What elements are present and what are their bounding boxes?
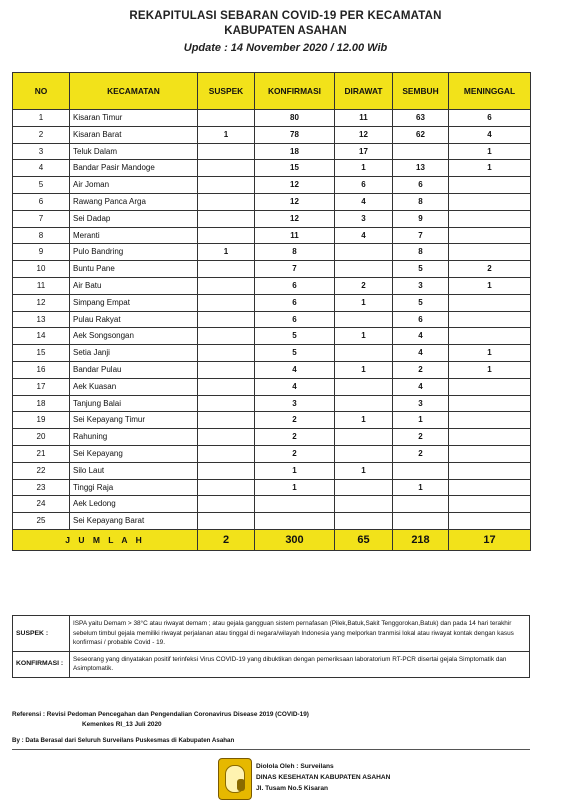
row-dirawat <box>335 244 393 261</box>
row-kecamatan: Buntu Pane <box>70 261 198 278</box>
column-header-no: NO <box>13 73 70 110</box>
row-kecamatan: Sei Dadap <box>70 210 198 227</box>
row-konfirmasi: 12 <box>255 210 335 227</box>
row-dirawat: 4 <box>335 227 393 244</box>
row-konfirmasi: 5 <box>255 345 335 362</box>
row-konfirmasi: 7 <box>255 261 335 278</box>
row-sembuh: 62 <box>393 126 449 143</box>
row-dirawat: 1 <box>335 294 393 311</box>
update-timestamp: Update : 14 November 2020 / 12.00 Wib <box>183 42 388 54</box>
table-row <box>13 177 531 194</box>
total-suspek: 2 <box>198 529 255 550</box>
row-sembuh: 5 <box>393 261 449 278</box>
row-suspek <box>198 378 255 395</box>
column-header-konfirmasi: KONFIRMASI <box>255 73 335 110</box>
row-suspek <box>198 395 255 412</box>
row-suspek <box>198 177 255 194</box>
row-dirawat: 1 <box>335 328 393 345</box>
row-sembuh: 4 <box>393 378 449 395</box>
row-konfirmasi: 2 <box>255 412 335 429</box>
row-meninggal <box>449 294 531 311</box>
row-no: 15 <box>13 345 70 362</box>
row-meninggal <box>449 210 531 227</box>
row-suspek <box>198 160 255 177</box>
row-suspek <box>198 143 255 160</box>
suspek-label: SUSPEK : <box>13 616 70 652</box>
row-suspek: 1 <box>198 244 255 261</box>
table-row <box>13 244 531 261</box>
row-suspek <box>198 311 255 328</box>
reference-line: Referensi : Revisi Pedoman Pencegahan dan Pengendalian Coronavirus Disease 2019 (COVID-19) <box>12 711 309 718</box>
row-konfirmasi: 78 <box>255 126 335 143</box>
row-suspek <box>198 513 255 530</box>
row-no: 22 <box>13 462 70 479</box>
row-dirawat: 1 <box>335 412 393 429</box>
row-meninggal <box>449 193 531 210</box>
row-konfirmasi <box>255 496 335 513</box>
row-no: 20 <box>13 429 70 446</box>
suspek-definition: ISPA yaitu Demam > 38°C atau riwayat demam ; atau gejala gangguan sistem pernafasan (Pilek,Batuk,Sakit Tenggorokan,Batuk) dan pada 14 hari terakhir sebelum timbul gejala memiliki riwayat perjalanan atau tinggal di negara/wilayah Indonesia yang melporkan tranmisi lokal atau riwayat kontak dengan kasus konfirmasi / probable Covid - 19. <box>70 616 530 652</box>
row-sembuh: 2 <box>393 445 449 462</box>
row-dirawat: 3 <box>335 210 393 227</box>
column-header-kecamatan: KECAMATAN <box>70 73 198 110</box>
row-dirawat: 2 <box>335 277 393 294</box>
row-sembuh: 6 <box>393 311 449 328</box>
row-no: 2 <box>13 126 70 143</box>
table-row <box>13 513 531 530</box>
row-no: 17 <box>13 378 70 395</box>
table-row <box>13 345 531 362</box>
row-kecamatan: Teluk Dalam <box>70 143 198 160</box>
row-kecamatan: Bandar Pulau <box>70 361 198 378</box>
row-suspek <box>198 429 255 446</box>
row-suspek <box>198 462 255 479</box>
table-row <box>13 210 531 227</box>
row-meninggal <box>449 378 531 395</box>
total-row <box>13 529 531 550</box>
row-kecamatan: Kisaran Barat <box>70 126 198 143</box>
row-meninggal: 1 <box>449 345 531 362</box>
row-sembuh: 4 <box>393 345 449 362</box>
row-meninggal <box>449 479 531 496</box>
row-konfirmasi: 4 <box>255 361 335 378</box>
table-row <box>13 429 531 446</box>
suspek-definition-row <box>13 616 530 652</box>
row-no: 4 <box>13 160 70 177</box>
row-dirawat <box>335 513 393 530</box>
row-konfirmasi: 4 <box>255 378 335 395</box>
row-no: 21 <box>13 445 70 462</box>
row-konfirmasi: 6 <box>255 311 335 328</box>
row-dirawat <box>335 311 393 328</box>
row-kecamatan: Sei Kepayang <box>70 445 198 462</box>
konfirmasi-label: KONFIRMASI : <box>13 651 70 677</box>
table-row <box>13 412 531 429</box>
row-sembuh: 8 <box>393 244 449 261</box>
row-kecamatan: Sei Kepayang Timur <box>70 412 198 429</box>
table-row <box>13 160 531 177</box>
row-kecamatan: Kisaran Timur <box>70 110 198 127</box>
row-suspek <box>198 277 255 294</box>
row-konfirmasi: 18 <box>255 143 335 160</box>
row-konfirmasi: 12 <box>255 193 335 210</box>
row-suspek <box>198 227 255 244</box>
row-meninggal <box>449 328 531 345</box>
covid-recap-table <box>12 72 531 551</box>
row-meninggal <box>449 311 531 328</box>
row-kecamatan: Silo Laut <box>70 462 198 479</box>
row-dirawat <box>335 261 393 278</box>
table-row <box>13 311 531 328</box>
row-sembuh: 1 <box>393 412 449 429</box>
row-suspek <box>198 210 255 227</box>
row-suspek <box>198 328 255 345</box>
row-konfirmasi: 11 <box>255 227 335 244</box>
row-konfirmasi: 1 <box>255 479 335 496</box>
row-no: 24 <box>13 496 70 513</box>
row-kecamatan: Tanjung Balai <box>70 395 198 412</box>
table-row <box>13 479 531 496</box>
row-dirawat <box>335 479 393 496</box>
table-row <box>13 378 531 395</box>
row-no: 7 <box>13 210 70 227</box>
row-suspek <box>198 496 255 513</box>
row-kecamatan: Meranti <box>70 227 198 244</box>
row-no: 3 <box>13 143 70 160</box>
document-title: REKAPITULASI SEBARAN COVID-19 PER KECAMATAN <box>129 10 442 22</box>
row-no: 9 <box>13 244 70 261</box>
column-header-meninggal: MENINGGAL <box>449 73 531 110</box>
row-kecamatan: Bandar Pasir Mandoge <box>70 160 198 177</box>
row-sembuh: 5 <box>393 294 449 311</box>
row-no: 5 <box>13 177 70 194</box>
row-kecamatan: Sei Kepayang Barat <box>70 513 198 530</box>
total-label: J U M L A H <box>13 529 198 550</box>
row-suspek <box>198 110 255 127</box>
row-suspek <box>198 345 255 362</box>
row-konfirmasi: 6 <box>255 277 335 294</box>
row-kecamatan: Pulau Rakyat <box>70 311 198 328</box>
row-sembuh: 1 <box>393 479 449 496</box>
row-meninggal <box>449 227 531 244</box>
row-suspek <box>198 193 255 210</box>
row-konfirmasi: 2 <box>255 429 335 446</box>
row-no: 1 <box>13 110 70 127</box>
table-row <box>13 294 531 311</box>
asahan-emblem-icon <box>218 758 252 800</box>
row-konfirmasi: 6 <box>255 294 335 311</box>
row-meninggal: 1 <box>449 277 531 294</box>
row-suspek: 1 <box>198 126 255 143</box>
row-no: 12 <box>13 294 70 311</box>
row-kecamatan: Aek Songsongan <box>70 328 198 345</box>
row-no: 19 <box>13 412 70 429</box>
row-suspek <box>198 361 255 378</box>
total-meninggal: 17 <box>449 529 531 550</box>
row-no: 14 <box>13 328 70 345</box>
row-sembuh <box>393 513 449 530</box>
row-sembuh <box>393 143 449 160</box>
row-konfirmasi: 2 <box>255 445 335 462</box>
table-header-row <box>13 73 531 110</box>
row-sembuh: 2 <box>393 361 449 378</box>
row-konfirmasi: 8 <box>255 244 335 261</box>
row-sembuh: 13 <box>393 160 449 177</box>
row-dirawat: 11 <box>335 110 393 127</box>
row-no: 13 <box>13 311 70 328</box>
row-konfirmasi: 5 <box>255 328 335 345</box>
row-suspek <box>198 445 255 462</box>
row-suspek <box>198 261 255 278</box>
row-konfirmasi: 3 <box>255 395 335 412</box>
row-kecamatan: Air Batu <box>70 277 198 294</box>
row-dirawat <box>335 345 393 362</box>
row-meninggal <box>449 429 531 446</box>
total-konfirmasi: 300 <box>255 529 335 550</box>
table-row <box>13 227 531 244</box>
row-dirawat <box>335 395 393 412</box>
row-kecamatan: Rawang Panca Arga <box>70 193 198 210</box>
row-meninggal: 4 <box>449 126 531 143</box>
row-no: 25 <box>13 513 70 530</box>
table-row <box>13 110 531 127</box>
konfirmasi-definition-row <box>13 651 530 677</box>
table-row <box>13 361 531 378</box>
row-konfirmasi: 15 <box>255 160 335 177</box>
row-kecamatan: Rahuning <box>70 429 198 446</box>
row-dirawat: 1 <box>335 462 393 479</box>
row-sembuh: 4 <box>393 328 449 345</box>
row-dirawat <box>335 378 393 395</box>
row-meninggal: 6 <box>449 110 531 127</box>
row-konfirmasi: 80 <box>255 110 335 127</box>
konfirmasi-definition: Seseorang yang dinyatakan positif terinfeksi Virus COVID-19 yang dibuktikan dengan pemeriksaan laboratorium RT-PCR disertai gejala Simptomatik dan Asimptomatik. <box>70 651 530 677</box>
row-meninggal <box>449 395 531 412</box>
row-meninggal: 1 <box>449 361 531 378</box>
data-source-note: By : Data Berasal dari Seluruh Surveilans Puskesmas di Kabupaten Asahan <box>12 737 235 744</box>
row-dirawat: 4 <box>335 193 393 210</box>
row-no: 6 <box>13 193 70 210</box>
row-dirawat <box>335 496 393 513</box>
table-row <box>13 395 531 412</box>
row-dirawat <box>335 445 393 462</box>
row-dirawat: 17 <box>335 143 393 160</box>
row-suspek <box>198 412 255 429</box>
row-meninggal <box>449 412 531 429</box>
table-row <box>13 193 531 210</box>
footer-agency: DINAS KESEHATAN KABUPATEN ASAHAN <box>256 774 391 781</box>
row-dirawat: 1 <box>335 160 393 177</box>
row-sembuh: 3 <box>393 277 449 294</box>
row-konfirmasi: 1 <box>255 462 335 479</box>
row-suspek <box>198 479 255 496</box>
row-dirawat <box>335 429 393 446</box>
footer-processed-by: Diolola Oleh : Surveilans <box>256 763 334 770</box>
row-sembuh: 2 <box>393 429 449 446</box>
row-dirawat: 6 <box>335 177 393 194</box>
row-kecamatan: Tinggi Raja <box>70 479 198 496</box>
row-sembuh: 8 <box>393 193 449 210</box>
row-no: 18 <box>13 395 70 412</box>
row-dirawat: 1 <box>335 361 393 378</box>
table-row <box>13 277 531 294</box>
table-row <box>13 328 531 345</box>
definitions-table <box>12 615 530 678</box>
row-meninggal <box>449 462 531 479</box>
row-no: 11 <box>13 277 70 294</box>
row-sembuh: 63 <box>393 110 449 127</box>
row-meninggal <box>449 496 531 513</box>
row-no: 23 <box>13 479 70 496</box>
table-row <box>13 261 531 278</box>
footer <box>218 758 518 804</box>
row-meninggal: 2 <box>449 261 531 278</box>
row-no: 8 <box>13 227 70 244</box>
divider <box>12 749 530 750</box>
row-kecamatan: Aek Ledong <box>70 496 198 513</box>
table-row <box>13 445 531 462</box>
table-row <box>13 143 531 160</box>
row-sembuh: 6 <box>393 177 449 194</box>
footer-text <box>256 761 390 794</box>
table-row <box>13 126 531 143</box>
row-meninggal: 1 <box>449 160 531 177</box>
total-sembuh: 218 <box>393 529 449 550</box>
column-header-suspek: SUSPEK <box>198 73 255 110</box>
row-sembuh: 3 <box>393 395 449 412</box>
footer-address: Jl. Tusam No.5 Kisaran <box>256 785 329 792</box>
table-row <box>13 462 531 479</box>
reference-block <box>12 710 309 729</box>
row-kecamatan: Aek Kuasan <box>70 378 198 395</box>
row-dirawat: 12 <box>335 126 393 143</box>
row-no: 10 <box>13 261 70 278</box>
row-kecamatan: Pulo Bandring <box>70 244 198 261</box>
column-header-sembuh: SEMBUH <box>393 73 449 110</box>
total-dirawat: 65 <box>335 529 393 550</box>
row-sembuh <box>393 462 449 479</box>
row-konfirmasi: 12 <box>255 177 335 194</box>
row-kecamatan: Simpang Empat <box>70 294 198 311</box>
row-meninggal <box>449 445 531 462</box>
table-row <box>13 496 531 513</box>
row-meninggal <box>449 177 531 194</box>
row-sembuh: 9 <box>393 210 449 227</box>
row-konfirmasi <box>255 513 335 530</box>
row-sembuh <box>393 496 449 513</box>
row-kecamatan: Air Joman <box>70 177 198 194</box>
column-header-dirawat: DIRAWAT <box>335 73 393 110</box>
row-meninggal: 1 <box>449 143 531 160</box>
row-meninggal <box>449 244 531 261</box>
reference-source: Kemenkes RI_13 Juli 2020 <box>82 720 162 728</box>
row-no: 16 <box>13 361 70 378</box>
row-kecamatan: Setia Janji <box>70 345 198 362</box>
document-subtitle: KABUPATEN ASAHAN <box>224 25 347 37</box>
row-meninggal <box>449 513 531 530</box>
row-suspek <box>198 294 255 311</box>
row-sembuh: 7 <box>393 227 449 244</box>
